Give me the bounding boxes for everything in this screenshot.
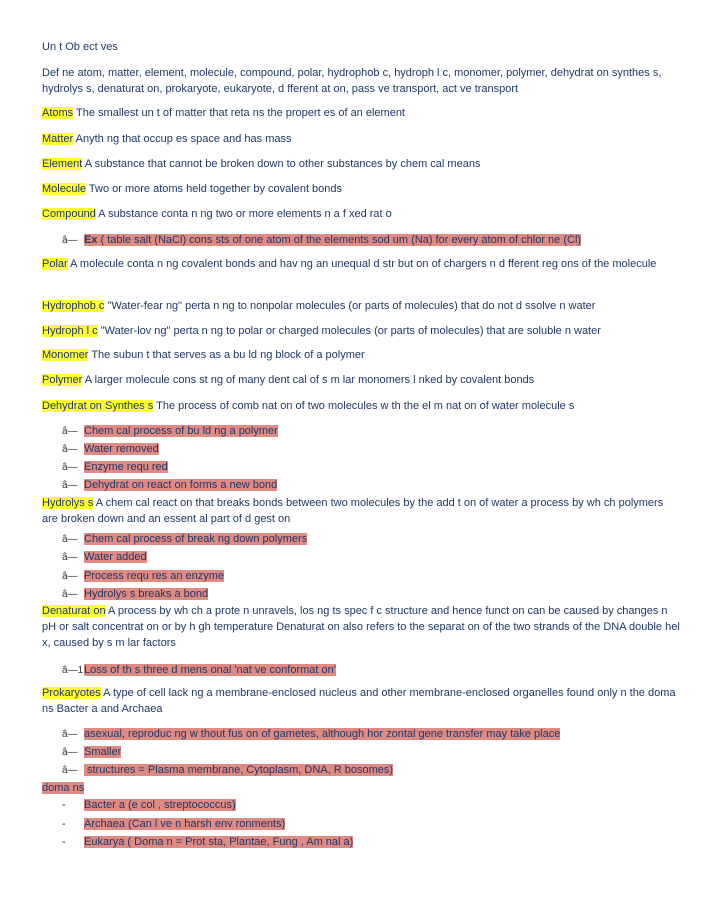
def-hydrophobic	[42, 298, 682, 314]
def-prokaryotes-text: A type of cell lack ng a membrane-enclosed nucleus and other membrane-enclosed organelles found only n the doma ns Bacter a and Archaea	[42, 687, 676, 715]
list-item: â— Process requ res an enzyme	[62, 568, 224, 585]
def-denaturation-text: A process by wh ch a prote n unravels, los ng ts spec f c structure and hence funct on can be caused by changes n pH or salt concentrat on or by h gh temperature Denaturat on also refers to the separat on of the two strands of the DNA double hel x, caused by s m lar factors	[42, 605, 680, 649]
list-item: â— Water added	[62, 549, 147, 566]
def-hydrolysis-text: A chem cal react on that breaks bonds between two molecules by the add t on of water a process by wh ch polymers are broken down and an essent al part of d gest on	[42, 497, 664, 525]
def-atoms	[42, 105, 682, 121]
list-item: â— Chem cal process of break ng down polymers	[62, 531, 307, 548]
bullet-icon: â—	[62, 534, 78, 545]
def-dehydration-text: The process of comb nat on of two molecules w th the el m nat on of water molecule s	[153, 400, 575, 412]
def-element-text: A substance that cannot be broken down to other substances by chem cal means	[82, 158, 481, 170]
term-hydrolysis: Hydrolys s	[42, 497, 94, 509]
def-monomer-text: The subun t that serves as a bu ld ng block of a polymer	[88, 349, 365, 361]
def-hydrophobic-text: "Water-fear ng" perta n ng to nonpolar molecules (or parts of molecules) that do not d ssolve n water	[104, 300, 596, 312]
term-polymer: Polymer	[42, 374, 83, 386]
term-element: Element	[42, 158, 83, 170]
def-molecule-text: Two or more atoms held together by covalent bonds	[86, 183, 343, 195]
list-item: - Bacter a (e col , streptococcus)	[62, 799, 236, 811]
dash-bullet: -	[62, 799, 66, 811]
def-dehydration	[42, 398, 682, 414]
list-item: â— structures = Plasma membrane, Cytoplasm, DNA, R bosomes)	[62, 762, 393, 779]
example-label: Ex	[84, 234, 98, 246]
term-hydrophilic: Hydroph l c	[42, 325, 98, 337]
bullet-icon: â—	[62, 571, 78, 582]
term-denaturation: Denaturat on	[42, 605, 106, 617]
def-polar-text: A molecule conta n ng covalent bonds and hav ng an unequal d str but on of chargers n d fferent reg ons of the molecule	[67, 258, 657, 270]
objectives-intro: Def ne atom, matter, element, molecule, compound, polar, hydrophob c, hydroph l c, monomer, polymer, dehydrat on synthes s, hydrolys s, denaturat on, prokaryote, eukaryote, d fferent at on, pass ve transport, act ve transport	[42, 67, 662, 95]
def-polymer	[42, 372, 682, 388]
term-atoms: Atoms	[42, 107, 74, 119]
list-item: â— Smaller	[62, 744, 121, 761]
bullet-icon: â—	[62, 480, 78, 491]
list-item: - Archaea (Can l ve n harsh env ronments)	[62, 818, 286, 830]
bullet-icon: â—	[62, 552, 78, 563]
bullet-icon: â—	[62, 747, 78, 758]
def-molecule	[42, 181, 682, 197]
def-polymer-text: A larger molecule cons st ng of many dent cal of s m lar monomers l nked by covalent bonds	[82, 374, 535, 386]
bullet-icon: â—	[62, 589, 78, 600]
term-matter: Matter	[42, 133, 74, 145]
def-matter	[42, 131, 682, 147]
bullet-icon: â—	[62, 462, 78, 473]
list-item: â— Chem cal process of bu ld ng a polymer	[62, 423, 278, 440]
dash-bullet: -	[62, 818, 66, 830]
def-matter-text: Anyth ng that occup es space and has mass	[73, 133, 292, 145]
term-hydrophobic: Hydrophob c	[42, 300, 105, 312]
compound-example	[62, 232, 581, 249]
term-polar: Polar	[42, 258, 68, 270]
def-hydrolysis	[42, 495, 682, 527]
bullet-icon: â—	[62, 426, 78, 437]
term-dehydration: Dehydrat on Synthes s	[42, 400, 154, 412]
def-prokaryotes	[42, 685, 682, 717]
def-polar	[42, 256, 682, 272]
def-denaturation	[42, 603, 682, 651]
def-hydrophilic	[42, 323, 682, 339]
bullet-icon: â—	[62, 729, 78, 740]
bullet-icon: â—	[62, 444, 78, 455]
bullet-icon: â—1	[62, 665, 84, 676]
list-item: â— Enzyme requ red	[62, 459, 168, 476]
bullet-icon: â—	[62, 235, 78, 246]
def-monomer	[42, 347, 682, 363]
dash-bullet: -	[62, 836, 66, 848]
list-item: â— Water removed	[62, 441, 159, 458]
term-monomer: Monomer	[42, 349, 89, 361]
example-text: ( table salt (NaCl) cons sts of one atom of the elements sod um (Na) for every atom of chlor ne (Cl)	[97, 234, 582, 246]
list-item: â—1Loss of th s three d mens onal 'nat ve conformat on'	[62, 662, 336, 679]
def-atoms-text: The smallest un t of matter that reta ns the propert es of an element	[73, 107, 405, 119]
list-item: â— asexual, reproduc ng w thout fus on of gametes, although hor zontal gene transfer may take place	[62, 726, 560, 743]
bullet-icon: â—	[62, 765, 78, 776]
domains-label: doma ns	[42, 782, 85, 794]
page-title: Un t Ob ect ves	[42, 41, 118, 53]
list-item: â— Dehydrat on react on forms a new bond	[62, 477, 277, 494]
def-element	[42, 156, 682, 172]
list-item: - Eukarya ( Doma n = Prot sta, Plantae, Fung , Am nal a)	[62, 836, 354, 848]
list-item: â— Hydrolys s breaks a bond	[62, 586, 208, 603]
term-molecule: Molecule	[42, 183, 87, 195]
def-compound-text: A substance conta n ng two or more elements n a f xed rat o	[95, 208, 392, 220]
term-prokaryotes: Prokaryotes	[42, 687, 101, 699]
def-compound	[42, 206, 682, 222]
def-hydrophilic-text: "Water-lov ng" perta n ng to polar or charged molecules (or parts of molecules) that are soluble n water	[97, 325, 601, 337]
term-compound: Compound	[42, 208, 96, 220]
